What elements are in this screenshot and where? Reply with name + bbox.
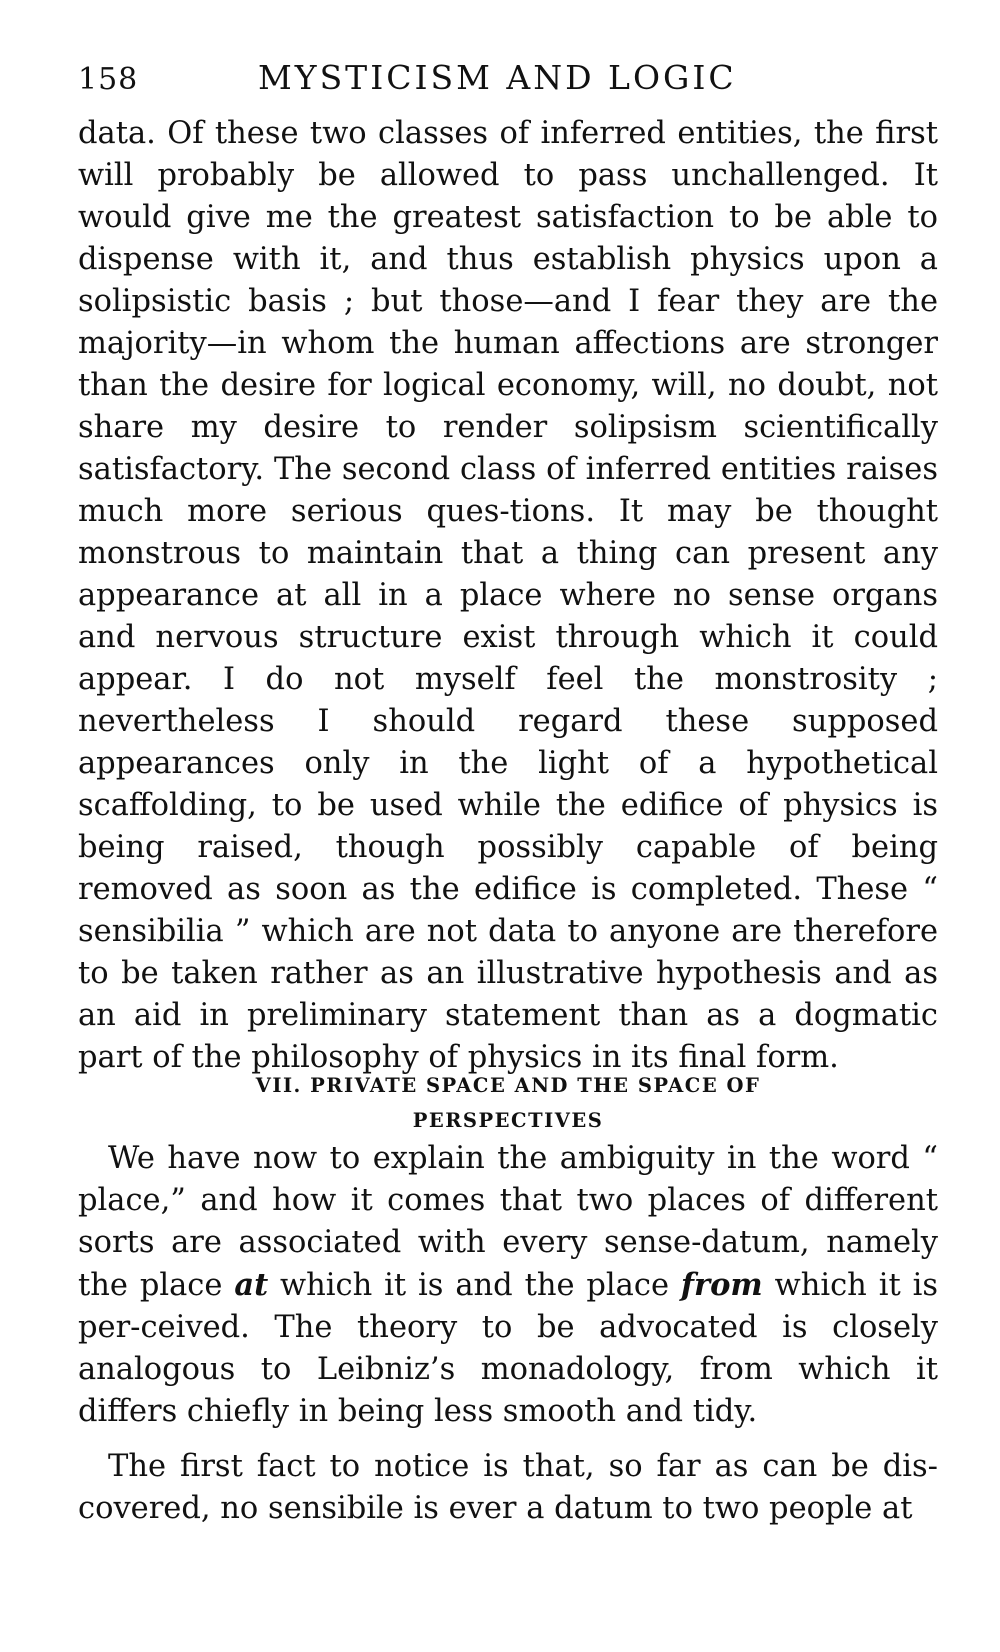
paragraph-3: The first fact to notice is that, so far as can be dis-covered, no sensibile is ever a datum to two people at [78, 1449, 938, 1526]
running-header [78, 58, 938, 104]
paragraph-2-part-2: which it is and the place [268, 1268, 681, 1303]
section-heading-line-1: VII. PRIVATE SPACE AND THE SPACE OF [255, 1074, 761, 1097]
paragraph-2-italic-from: from [680, 1267, 763, 1303]
paragraph-2-part-3: which it is per-ceived. The theory to be advocated is closely analogous to Leibniz’s monadology, from which it differs chiefly in being less smooth and tidy. [78, 1268, 938, 1429]
section-heading [78, 1068, 938, 1138]
paragraph-2 [78, 1138, 938, 1433]
section-heading-line-2: PERSPECTIVES [412, 1109, 604, 1132]
paragraph-2-part-1: We have now to explain the ambiguity in the word “ place,” and how it comes that two places of different sorts are associated with every sense-datum, namely the place [78, 1141, 938, 1303]
page-number: 158 [78, 62, 139, 97]
running-title: MYSTICISM AND LOGIC [258, 58, 737, 97]
paragraph-1 [78, 113, 938, 1079]
paragraph-2-italic-at: at [234, 1267, 269, 1303]
paragraph-1-text: data. Of these two classes of inferred entities, the first will probably be allowed to pass unchallenged. It would give me the greatest satisfaction to be able to dispense with it, and thus establish physics upon a solipsistic basis ; but those—and I fear they are the majority—in whom the human affections are stronger than the desire for logical economy, will, no doubt, not share my desire to render solipsism scientifically satisfactory. The second class of inferred entities raises much more serious ques-tions. It may be thought monstrous to maintain that a thing can present any appearance at all in a place where no sense organs and nervous structure exist through which it could appear. I do not myself feel the monstrosity ; nevertheless I should regard these supposed appearances only in the light of a hypothetical scaffolding, to be used while the edifice of physics is being raised, though possibly capable of being removed as soon as the edifice is completed. These “ sensibilia ” which are not data to anyone are therefore to be taken rather as an illustrative hypothesis and as an aid in preliminary statement than as a dogmatic part of the philosophy of physics in its final form. [78, 116, 938, 1075]
